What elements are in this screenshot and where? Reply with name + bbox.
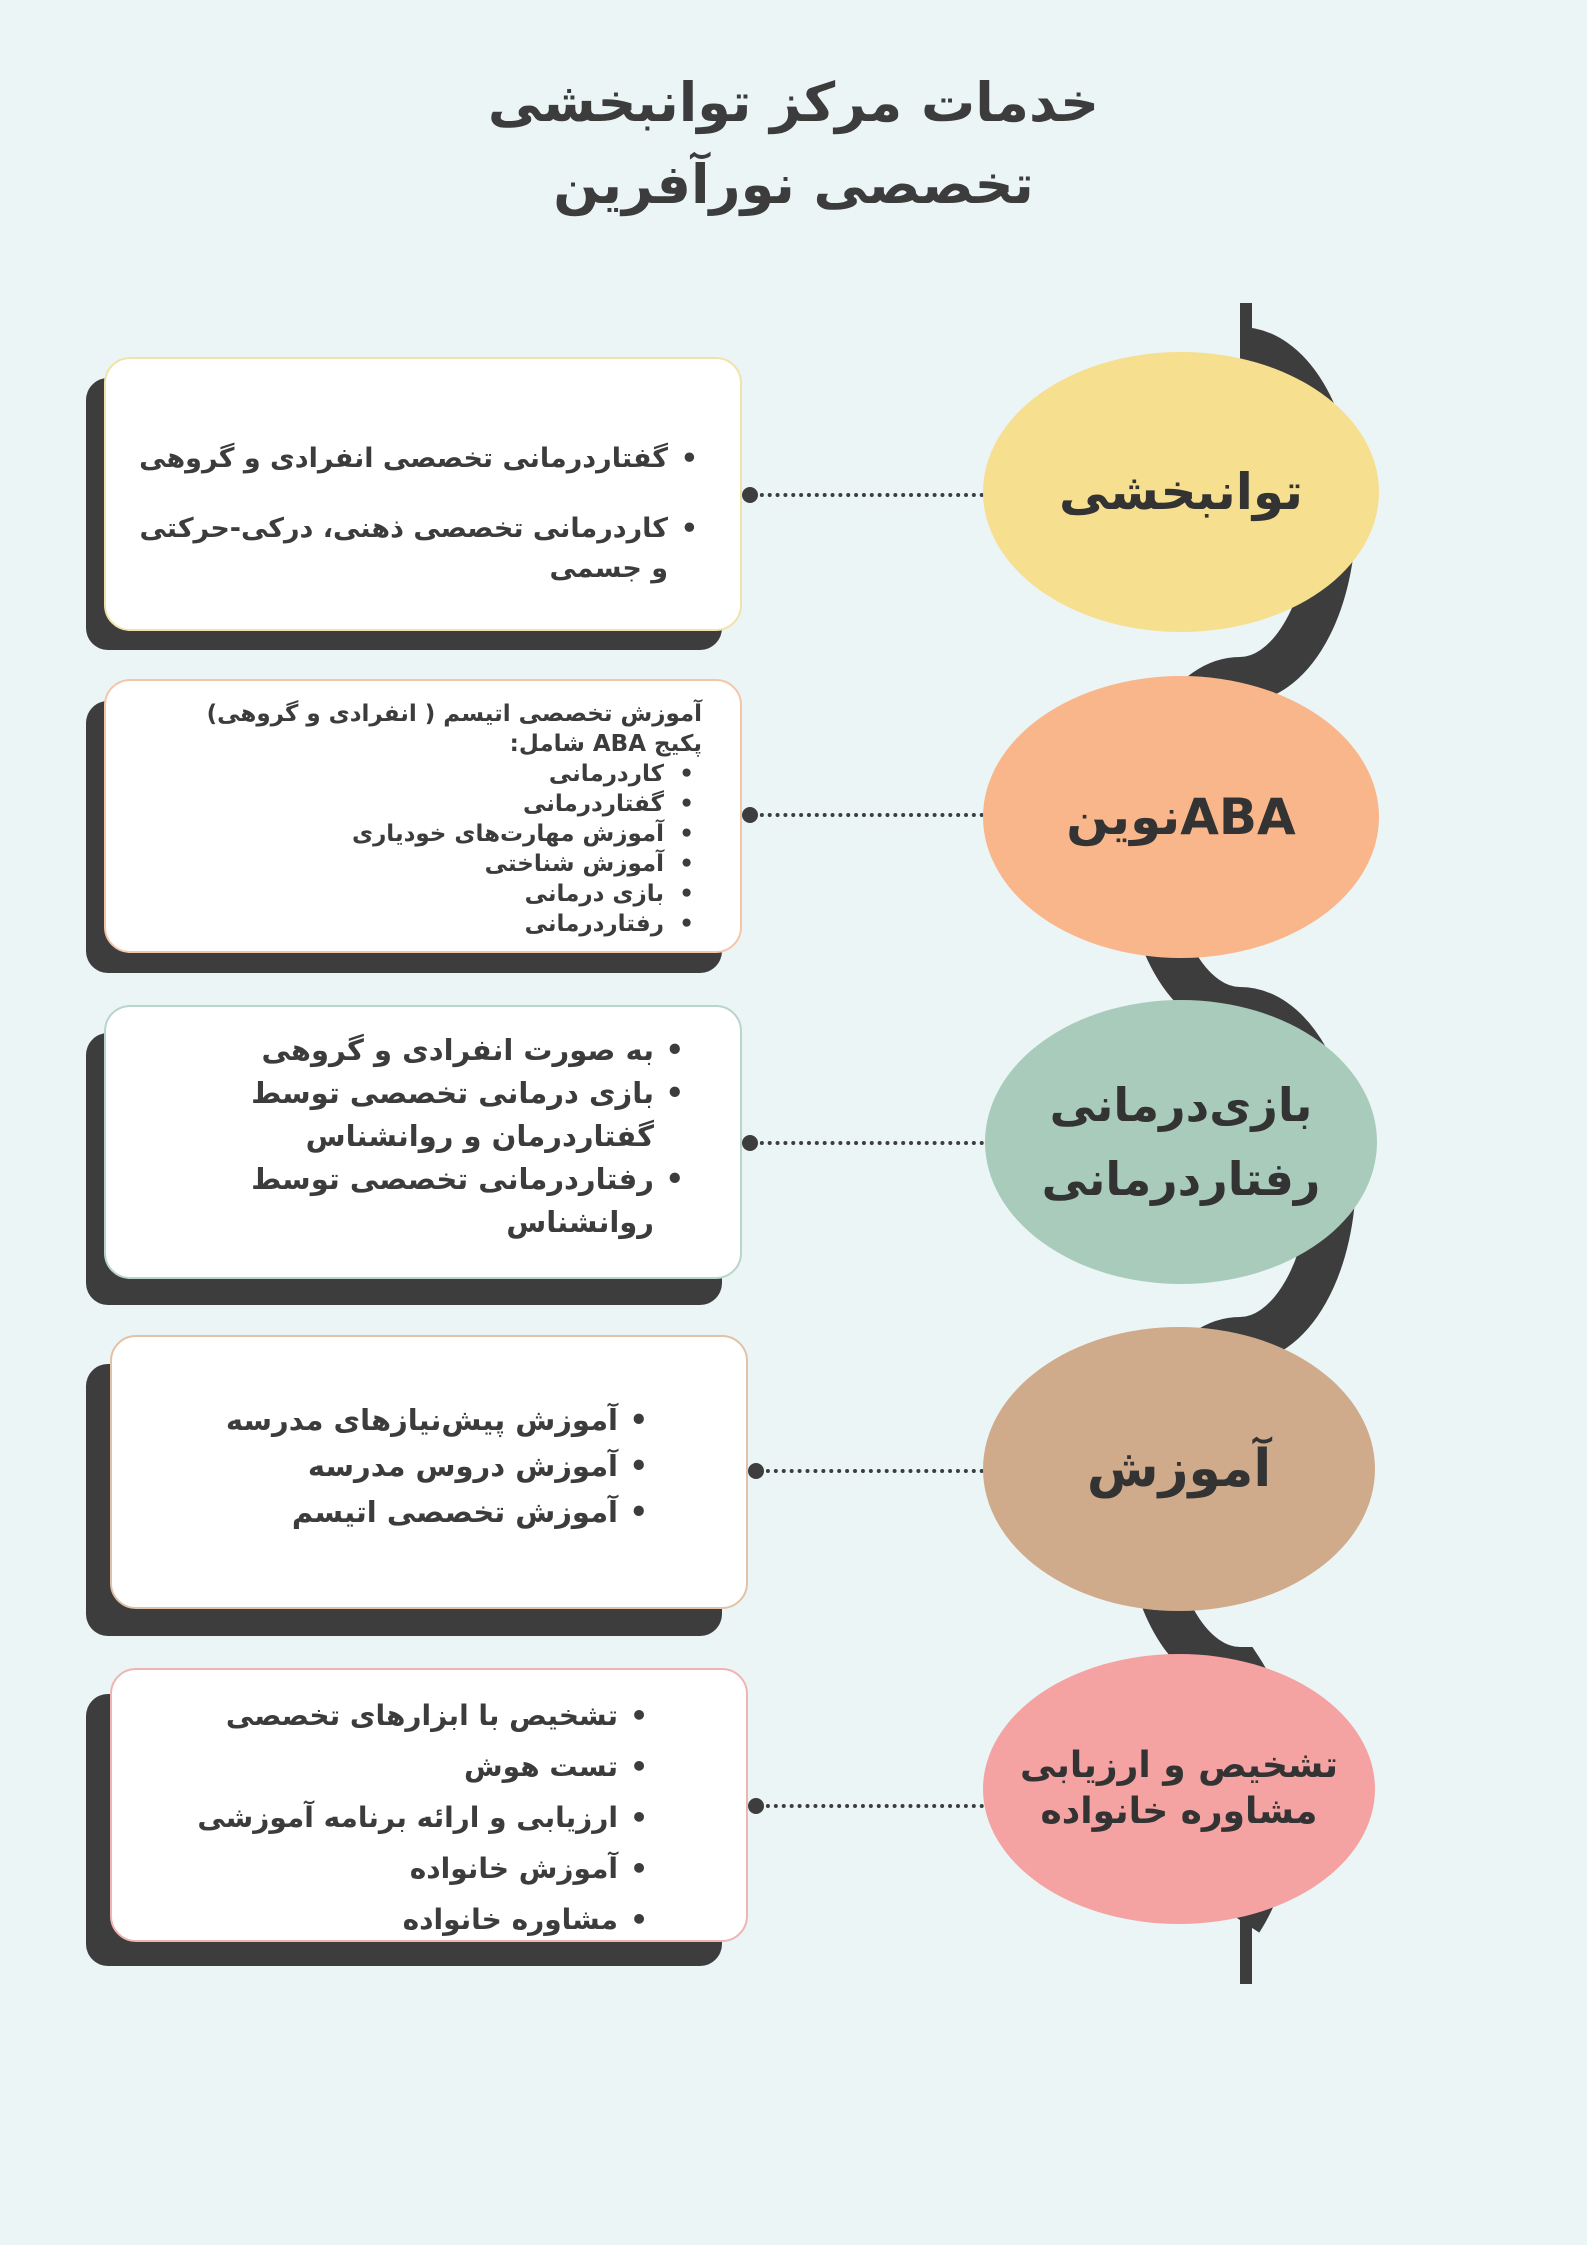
list-item: • ارزیابی و ارائه برنامه آموزشی xyxy=(136,1792,656,1843)
oval-aba xyxy=(983,676,1379,958)
list-item: • آموزش شناختی xyxy=(130,849,702,879)
list-item: • بازی درمانی تخصصی توسط گفتاردرمان و روانشناس xyxy=(130,1072,692,1158)
list-item: • آموزش تخصصی اتیسم xyxy=(136,1489,656,1535)
oval-play-therapy xyxy=(985,1000,1377,1284)
card-education xyxy=(110,1335,748,1609)
diagnosis-list xyxy=(136,1690,656,1942)
list-item: • آموزش پیش‌نیازهای مدرسه xyxy=(136,1397,656,1443)
oval-rehabilitation xyxy=(983,352,1379,632)
list-item: • آموزش خانواده xyxy=(136,1843,656,1894)
list-item: • به صورت انفرادی و گروهی xyxy=(130,1029,692,1072)
rehabilitation-list xyxy=(130,439,706,589)
list-item: • آموزش دروس مدرسه xyxy=(136,1443,656,1489)
card-play-therapy xyxy=(104,1005,742,1279)
list-item: • تشخیص با ابزارهای تخصصی xyxy=(136,1690,656,1741)
connector-dot-2 xyxy=(742,807,758,823)
card-aba xyxy=(104,679,742,953)
list-item: • کاردرمانی تخصصی ذهنی، درکی-حرکتی و جسمی xyxy=(130,509,706,589)
list-item: • بازی درمانی xyxy=(130,879,702,909)
oval-label-line-1: بازی‌درمانی xyxy=(1049,1078,1313,1132)
education-list xyxy=(136,1397,656,1535)
title-line-1: خدمات مرکز توانبخشی xyxy=(487,71,1100,134)
list-item: • کاردرمانی xyxy=(130,759,702,789)
connector-line-2 xyxy=(752,813,984,817)
list-item: • گفتاردرمانی xyxy=(130,789,702,819)
card-diagnosis xyxy=(110,1668,748,1942)
aba-list xyxy=(130,759,702,939)
oval-diagnosis xyxy=(983,1654,1375,1924)
list-item: • آموزش مهارت‌های خودیاری xyxy=(130,819,702,849)
band-top-cap xyxy=(1240,303,1252,351)
list-item: • رفتاردرمانی xyxy=(130,909,702,939)
connector-dot-1 xyxy=(742,487,758,503)
oval-label: آموزش xyxy=(1086,1439,1272,1499)
oval-label-line-1: تشخیص و ارزیابی xyxy=(1019,1745,1339,1786)
connector-line-4 xyxy=(758,1469,984,1473)
connector-line-1 xyxy=(752,493,984,497)
oval-label-line-2: رفتاردرمانی xyxy=(1041,1152,1321,1206)
connector-line-5 xyxy=(758,1804,984,1808)
list-item: • گفتاردرمانی تخصصی انفرادی و گروهی xyxy=(130,439,706,479)
connector-dot-5 xyxy=(748,1798,764,1814)
list-item: • تست هوش xyxy=(136,1741,656,1792)
aba-intro-1: آموزش تخصصی اتیسم ( انفرادی و گروهی) xyxy=(206,701,702,727)
title-line-2: تخصصی نورآفرین xyxy=(553,153,1034,216)
card-rehabilitation xyxy=(104,357,742,631)
connector-dot-3 xyxy=(742,1135,758,1151)
list-item: • رفتاردرمانی تخصصی توسط روانشناس xyxy=(130,1158,692,1244)
connector-dot-4 xyxy=(748,1463,764,1479)
connector-line-3 xyxy=(752,1141,984,1145)
oval-label-line-2: مشاوره خانواده xyxy=(1040,1791,1318,1832)
oval-label: ABAنوین xyxy=(1066,788,1296,846)
oval-education xyxy=(983,1327,1375,1611)
aba-intro-2: پکیج ABA شامل: xyxy=(509,731,702,757)
oval-label: توانبخشی xyxy=(1059,463,1303,521)
list-item: • مشاوره خانواده xyxy=(136,1894,656,1942)
play-therapy-list xyxy=(130,1029,692,1244)
